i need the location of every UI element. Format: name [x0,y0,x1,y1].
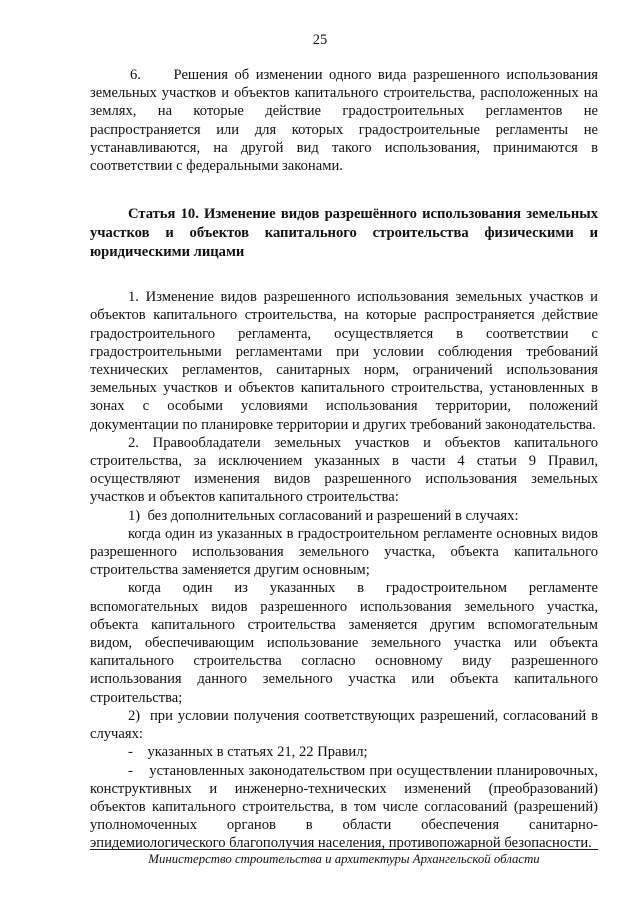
case-main-use: когда один из указанных в градостроительном регламенте основных видов разрешенного использования земельного участка, объекта капитального строительства заменяется другим основным; [90,525,598,579]
footer-text: Министерство строительства и архитектуры Архангельской области [148,852,540,866]
paragraph-1: 1. Изменение видов разрешенного использования земельных участков и объектов капитального строительства, на которые распространяется действие градостроительного регламента, осуществляется в соответствии с градостроительными регламентами при условии соблюдения требований технических регламентов, санитарных норм, ограничений использования земельных участков и объектов капитального строительства, установленных в зонах с особыми условиями использования территории, положений документации по планировке территории и других требований законодательства. [90,289,598,433]
clause-6-paragraph: 6. Решения об изменении одного вида разрешенного использования земельных участков и объектов капитального строительства, расположенных на землях, на которые действие градостроительных регламентов не распространяется или для которых градостроительные регламенты не устанавливаются, на другой вид такого использования, принимаются в соответствии с федеральными законами. [90,67,598,175]
paragraph-2: 2. Правообладатели земельных участков и объектов капитального строительства, за исключением указанных в части 4 статьи 9 Правил, осуществляют изменения видов разрешенного использования земельных участков и объектов капитального строительства: [90,434,598,506]
list-item-articles: - указанных в статьях 21, 22 Правил; [128,744,368,761]
page-number: 25 [312,32,328,48]
subclause-1: 1) без дополнительных согласований и разрешений в случаях: [128,507,519,524]
article-heading: Статья 10. Изменение видов разрешённого использования земельных участков и объектов капитального строительства физическими и юридическими лицами [90,206,598,261]
subclause-2: 2) при условии получения соответствующих разрешений, согласований в случаях: [90,707,598,743]
case-auxiliary-use: когда один из указанных в градостроительном регламенте вспомогательных видов разрешенного использования земельного участка, объекта капитального строительства заменяется другим вспомогательным видом, обеспечивающим использование земельного участка или объекта капитального строительства согласно основному виду разрешенного использования данного земельного участка или объекта капитального строительства; [90,580,598,706]
list-item-legislation: - установленных законодательством при осуществлении планировочных, конструктивных и инженерно-технических изменений (преобразований) объектов капитального строительства, в том числе согласований (разрешений) уполномоченных органов в области обеспечения санитарно-эпидемиологического благополучия населения, противопожарной безопасности. [90,762,598,852]
page-body [90,66,598,853]
footer-divider [90,849,598,850]
